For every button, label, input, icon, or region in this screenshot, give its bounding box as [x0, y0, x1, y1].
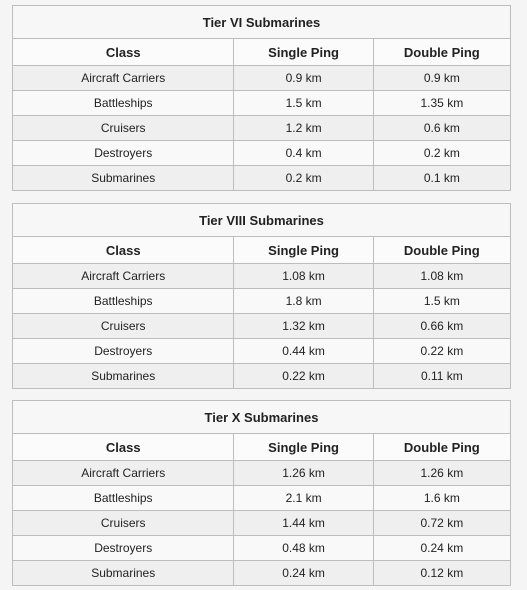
tier-viii-table — [12, 203, 511, 389]
tier-vi-table — [12, 5, 511, 191]
table-row — [13, 561, 511, 586]
cell-class: Aircraft Carriers — [13, 264, 234, 289]
cell-double-ping: 0.72 km — [373, 511, 510, 536]
table-row — [13, 264, 511, 289]
cell-single-ping: 0.22 km — [234, 364, 373, 389]
cell-double-ping: 0.11 km — [373, 364, 510, 389]
cell-class: Submarines — [13, 364, 234, 389]
cell-double-ping: 1.26 km — [373, 461, 510, 486]
cell-double-ping: 1.08 km — [373, 264, 510, 289]
table-row — [13, 461, 511, 486]
cell-class: Battleships — [13, 91, 234, 116]
cell-single-ping: 1.26 km — [234, 461, 373, 486]
cell-class: Destroyers — [13, 141, 234, 166]
cell-double-ping: 0.24 km — [373, 536, 510, 561]
table-title-row — [13, 6, 511, 39]
header-single-ping: Single Ping — [234, 434, 373, 461]
cell-double-ping: 0.22 km — [373, 339, 510, 364]
table-row — [13, 166, 511, 191]
table-row — [13, 364, 511, 389]
cell-double-ping: 1.35 km — [373, 91, 510, 116]
cell-class: Battleships — [13, 289, 234, 314]
cell-class: Submarines — [13, 561, 234, 586]
table-row — [13, 536, 511, 561]
cell-class: Cruisers — [13, 511, 234, 536]
table-row — [13, 289, 511, 314]
cell-single-ping: 1.32 km — [234, 314, 373, 339]
table-row — [13, 339, 511, 364]
table-title-row — [13, 204, 511, 237]
table-row — [13, 91, 511, 116]
cell-single-ping: 2.1 km — [234, 486, 373, 511]
table-row — [13, 66, 511, 91]
cell-double-ping: 1.5 km — [373, 289, 510, 314]
cell-single-ping: 1.8 km — [234, 289, 373, 314]
cell-single-ping: 0.2 km — [234, 166, 373, 191]
table-title: Tier VI Submarines — [13, 6, 511, 39]
table-row — [13, 486, 511, 511]
cell-class: Destroyers — [13, 339, 234, 364]
cell-class: Aircraft Carriers — [13, 461, 234, 486]
table-row — [13, 116, 511, 141]
header-double-ping: Double Ping — [373, 39, 510, 66]
cell-class: Cruisers — [13, 314, 234, 339]
cell-single-ping: 1.44 km — [234, 511, 373, 536]
cell-class: Destroyers — [13, 536, 234, 561]
cell-single-ping: 1.08 km — [234, 264, 373, 289]
table-title: Tier X Submarines — [13, 401, 511, 434]
header-class: Class — [13, 237, 234, 264]
cell-single-ping: 0.9 km — [234, 66, 373, 91]
header-class: Class — [13, 434, 234, 461]
cell-double-ping: 0.2 km — [373, 141, 510, 166]
cell-single-ping: 1.5 km — [234, 91, 373, 116]
table-row — [13, 511, 511, 536]
cell-double-ping: 0.66 km — [373, 314, 510, 339]
table-row — [13, 141, 511, 166]
table-title-row — [13, 401, 511, 434]
cell-class: Aircraft Carriers — [13, 66, 234, 91]
header-single-ping: Single Ping — [234, 237, 373, 264]
cell-double-ping: 0.12 km — [373, 561, 510, 586]
header-double-ping: Double Ping — [373, 434, 510, 461]
cell-class: Battleships — [13, 486, 234, 511]
cell-double-ping: 0.1 km — [373, 166, 510, 191]
table-header-row — [13, 39, 511, 66]
cell-single-ping: 0.24 km — [234, 561, 373, 586]
cell-double-ping: 1.6 km — [373, 486, 510, 511]
table-title: Tier VIII Submarines — [13, 204, 511, 237]
cell-class: Cruisers — [13, 116, 234, 141]
cell-single-ping: 1.2 km — [234, 116, 373, 141]
header-class: Class — [13, 39, 234, 66]
cell-double-ping: 0.9 km — [373, 66, 510, 91]
cell-double-ping: 0.6 km — [373, 116, 510, 141]
table-header-row — [13, 237, 511, 264]
table-row — [13, 314, 511, 339]
table-header-row — [13, 434, 511, 461]
cell-single-ping: 0.44 km — [234, 339, 373, 364]
cell-single-ping: 0.4 km — [234, 141, 373, 166]
tier-x-table — [12, 400, 511, 586]
cell-single-ping: 0.48 km — [234, 536, 373, 561]
cell-class: Submarines — [13, 166, 234, 191]
header-double-ping: Double Ping — [373, 237, 510, 264]
header-single-ping: Single Ping — [234, 39, 373, 66]
